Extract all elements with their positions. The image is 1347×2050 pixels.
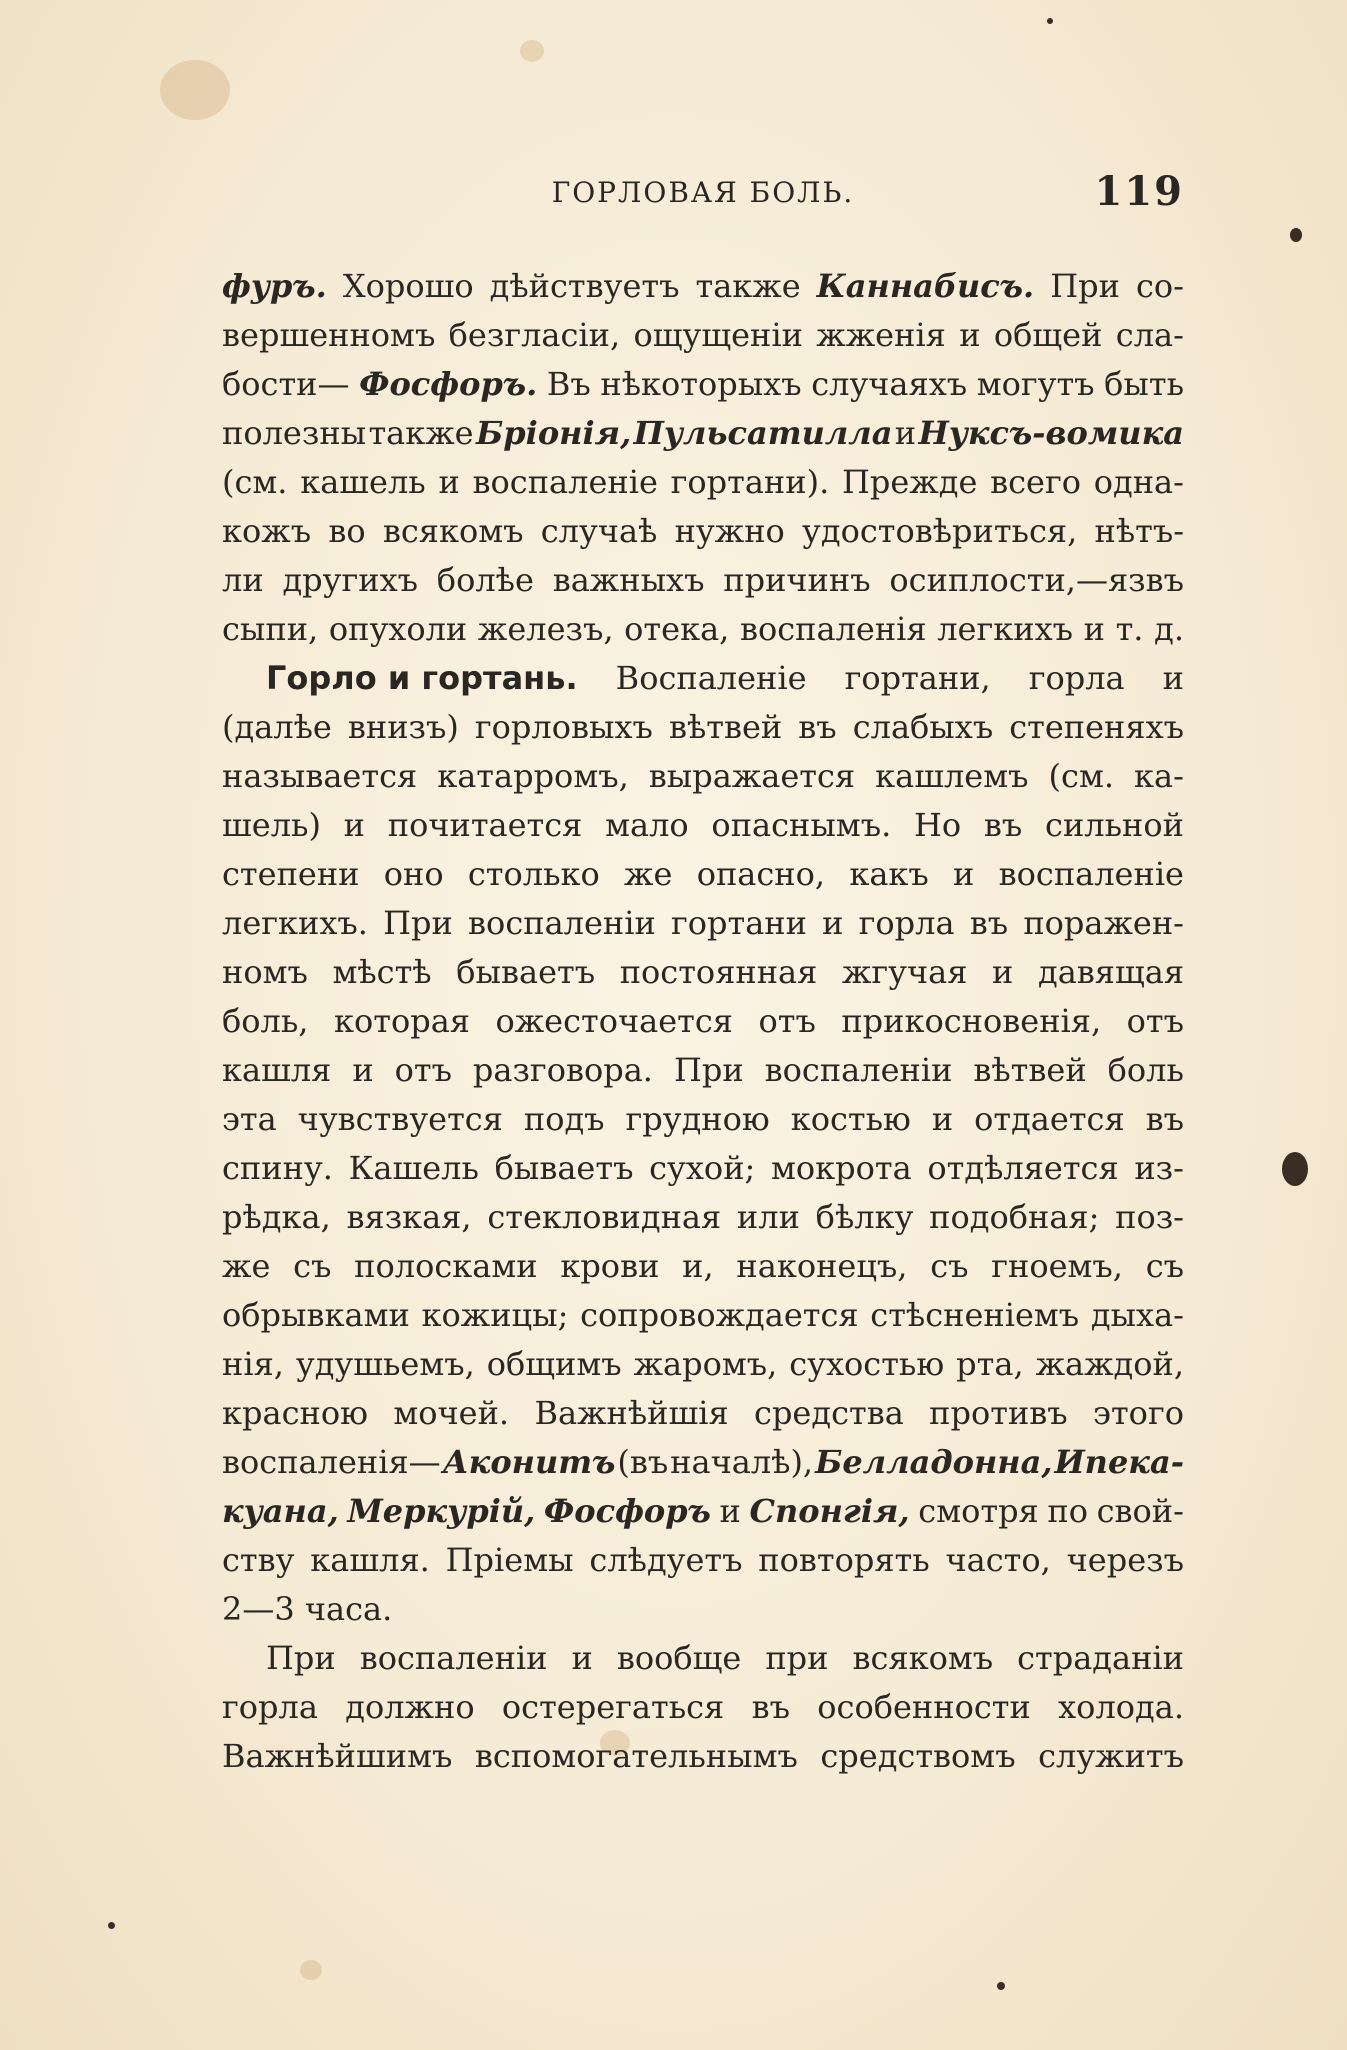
word: Пріемы bbox=[445, 1541, 574, 1579]
text-line bbox=[222, 801, 1184, 850]
word: ству bbox=[222, 1541, 295, 1579]
word: 2—3 часа. bbox=[222, 1590, 393, 1628]
word: сопровождается bbox=[580, 1296, 859, 1334]
text-line bbox=[222, 1242, 1184, 1291]
word: особенности bbox=[817, 1688, 1031, 1726]
word: же bbox=[624, 855, 673, 893]
word: крови bbox=[560, 1247, 660, 1285]
word: горла bbox=[222, 1688, 318, 1726]
text-line bbox=[222, 1046, 1184, 1095]
section-heading: Горло и гортань. bbox=[266, 659, 578, 697]
ink-speck bbox=[997, 1982, 1005, 1990]
word: и, bbox=[682, 1247, 714, 1285]
word: Белладонна, bbox=[815, 1443, 1053, 1481]
word: гортани, bbox=[844, 659, 991, 697]
word: отдается bbox=[974, 1100, 1125, 1138]
word: болѣе bbox=[436, 561, 534, 599]
word: столько bbox=[467, 855, 600, 893]
word: могутъ bbox=[976, 365, 1095, 403]
word: безгласіи, bbox=[448, 316, 621, 354]
word: куана, bbox=[222, 1492, 339, 1530]
text-line bbox=[222, 1193, 1184, 1242]
word: Кашель bbox=[348, 1149, 479, 1187]
word: и bbox=[352, 1051, 374, 1089]
word: воспаленія bbox=[739, 610, 927, 648]
word: всего bbox=[990, 463, 1082, 501]
word: въ bbox=[1145, 1100, 1184, 1138]
word: называется bbox=[222, 757, 418, 795]
word: и bbox=[438, 463, 460, 501]
word: спину. bbox=[222, 1149, 333, 1187]
word: общей bbox=[993, 316, 1103, 354]
text-line bbox=[222, 899, 1184, 948]
word: вершенномъ bbox=[222, 316, 436, 354]
word: рѣдка, bbox=[222, 1198, 331, 1236]
word: номъ bbox=[222, 953, 308, 991]
ink-blot bbox=[1282, 1152, 1308, 1186]
word: вспомогательнымъ bbox=[474, 1737, 798, 1775]
word: вязкая, bbox=[346, 1198, 472, 1236]
word: отъ bbox=[758, 1002, 816, 1040]
word: боль bbox=[1107, 1051, 1184, 1089]
text-line bbox=[222, 262, 1184, 311]
word: въ bbox=[798, 708, 837, 746]
word: Въ bbox=[546, 365, 591, 403]
word: мокрота bbox=[771, 1149, 912, 1187]
word: также bbox=[695, 267, 801, 305]
word: сыпи, bbox=[222, 610, 319, 648]
word: черезъ bbox=[1066, 1541, 1184, 1579]
text-line bbox=[222, 605, 1184, 654]
ink-speck bbox=[1290, 228, 1302, 242]
foxing-stain bbox=[160, 60, 230, 120]
word: удостовѣриться, bbox=[802, 512, 1078, 550]
word: и bbox=[894, 414, 917, 452]
text-line bbox=[222, 556, 1184, 605]
word: воспаленіе bbox=[472, 463, 658, 501]
word: боль, bbox=[222, 1002, 309, 1040]
word: жаждой, bbox=[1035, 1345, 1184, 1383]
word: часто, bbox=[945, 1541, 1051, 1579]
text-line bbox=[222, 1487, 1184, 1536]
word: кашля. bbox=[310, 1541, 430, 1579]
word: Хорошо bbox=[342, 267, 474, 305]
word: степени bbox=[222, 855, 360, 893]
page-number: 119 bbox=[1094, 168, 1184, 215]
word: внизъ) bbox=[347, 708, 459, 746]
word: оно bbox=[383, 855, 444, 893]
word: какъ bbox=[849, 855, 929, 893]
word: При bbox=[266, 1639, 336, 1677]
word: горла bbox=[858, 904, 955, 942]
word: же bbox=[222, 1247, 271, 1285]
word: Воспаленіе bbox=[615, 659, 807, 697]
word: гноемъ, bbox=[991, 1247, 1123, 1285]
word: кашлемъ bbox=[875, 757, 1029, 795]
word: и bbox=[1162, 659, 1184, 697]
word: постоянная bbox=[619, 953, 818, 991]
word: кожъ bbox=[222, 512, 312, 550]
text-line bbox=[222, 752, 1184, 801]
word: причинъ bbox=[723, 561, 871, 599]
word: Фосфоръ bbox=[543, 1492, 711, 1530]
text-line bbox=[222, 703, 1184, 752]
word: горла bbox=[1028, 659, 1125, 697]
word: удушьемъ, bbox=[295, 1345, 475, 1383]
word: дыха- bbox=[1090, 1296, 1184, 1334]
word: вѣтвей bbox=[973, 1051, 1087, 1089]
word: воспаленіи bbox=[359, 1639, 548, 1677]
word: отдѣляется bbox=[927, 1149, 1119, 1187]
word: случаѣ bbox=[540, 512, 658, 550]
word: отека, bbox=[624, 610, 730, 648]
page-header bbox=[222, 168, 1184, 218]
word: мочей. bbox=[393, 1394, 510, 1432]
text-line bbox=[222, 360, 1184, 409]
word: Прежде bbox=[841, 463, 978, 501]
word: легкихъ. bbox=[222, 904, 368, 942]
word: фуръ. bbox=[222, 267, 327, 305]
word: и bbox=[571, 1639, 593, 1677]
word: (см. bbox=[1048, 757, 1114, 795]
word: полезны bbox=[222, 414, 367, 452]
word: съ bbox=[1145, 1247, 1184, 1285]
word: противъ bbox=[929, 1394, 1068, 1432]
word: въ bbox=[983, 806, 1023, 844]
word: красною bbox=[222, 1394, 368, 1432]
word: нѣкоторыхъ bbox=[600, 365, 802, 403]
word: бѣлку bbox=[815, 1198, 914, 1236]
word: началѣ), bbox=[670, 1443, 814, 1481]
word: остерегаться bbox=[501, 1688, 725, 1726]
text-line bbox=[222, 1732, 1184, 1781]
word: должно bbox=[345, 1688, 475, 1726]
word: дѣйствуетъ bbox=[489, 267, 680, 305]
word: сла- bbox=[1115, 316, 1184, 354]
word: этого bbox=[1093, 1394, 1184, 1432]
ink-speck bbox=[108, 1922, 115, 1929]
text-line bbox=[222, 850, 1184, 899]
word: шель) bbox=[222, 806, 321, 844]
word: сильной bbox=[1045, 806, 1184, 844]
word: мало bbox=[605, 806, 689, 844]
word: кашель bbox=[300, 463, 426, 501]
word: ощущеніи bbox=[633, 316, 803, 354]
word: стѣсненіемъ bbox=[870, 1296, 1080, 1334]
word: Нуксъ-вомика bbox=[918, 414, 1184, 452]
word: полосками bbox=[354, 1247, 538, 1285]
text-line bbox=[222, 948, 1184, 997]
word: Аконитъ bbox=[442, 1443, 616, 1481]
running-head: ГОРЛОВАЯ БОЛЬ. bbox=[551, 176, 855, 209]
word: которая bbox=[333, 1002, 470, 1040]
word: Бріонія, bbox=[475, 414, 632, 452]
word: также bbox=[368, 414, 474, 452]
word: грудною bbox=[625, 1100, 770, 1138]
word: одна- bbox=[1093, 463, 1184, 501]
word: съ bbox=[930, 1247, 969, 1285]
word: гортани bbox=[670, 904, 807, 942]
text-line bbox=[222, 1095, 1184, 1144]
word: степеняхъ bbox=[1009, 708, 1184, 746]
word: Каннабисъ. bbox=[816, 267, 1035, 305]
word: т. bbox=[1115, 610, 1144, 648]
text-line bbox=[222, 654, 1184, 703]
word: страданіи bbox=[1017, 1639, 1184, 1677]
word: и bbox=[931, 1100, 954, 1138]
word: холода. bbox=[1058, 1688, 1184, 1726]
word: смотря bbox=[918, 1492, 1039, 1530]
word: наконецъ, bbox=[736, 1247, 908, 1285]
word: кашля bbox=[222, 1051, 332, 1089]
word: жаромъ, bbox=[633, 1345, 778, 1383]
word: осиплости,—язвъ bbox=[889, 561, 1184, 599]
word: эта bbox=[222, 1100, 277, 1138]
text-line bbox=[222, 1536, 1184, 1585]
word: (въ bbox=[617, 1443, 669, 1481]
word: ка- bbox=[1134, 757, 1184, 795]
word: и bbox=[343, 806, 365, 844]
word: чувствуется bbox=[297, 1100, 503, 1138]
word: или bbox=[736, 1198, 800, 1236]
word: почитается bbox=[387, 806, 583, 844]
word: бываетъ bbox=[494, 1149, 634, 1187]
word: Пульсатилла bbox=[633, 414, 893, 452]
text-line bbox=[222, 507, 1184, 556]
word: нія, bbox=[222, 1345, 284, 1383]
word: При bbox=[673, 1051, 744, 1089]
word: всякомъ bbox=[852, 1639, 994, 1677]
word: воспаленія— bbox=[222, 1443, 441, 1481]
text-line bbox=[222, 458, 1184, 507]
word: сухостью bbox=[789, 1345, 945, 1383]
word: опасно, bbox=[696, 855, 826, 893]
word: вообще bbox=[616, 1639, 742, 1677]
word: Важнѣйшимъ bbox=[222, 1737, 453, 1775]
word: ожесточается bbox=[495, 1002, 733, 1040]
word: горловыхъ bbox=[474, 708, 653, 746]
word: Спонгія, bbox=[749, 1492, 910, 1530]
foxing-stain bbox=[520, 40, 544, 62]
word: во bbox=[328, 512, 366, 550]
word: и bbox=[953, 855, 975, 893]
word: другихъ bbox=[282, 561, 418, 599]
word: стекловидная bbox=[487, 1198, 722, 1236]
word: воспаленіи bbox=[764, 1051, 953, 1089]
word: (см. bbox=[222, 463, 288, 501]
word: и bbox=[959, 316, 981, 354]
word: (далѣе bbox=[222, 708, 332, 746]
word: давящая bbox=[1038, 953, 1184, 991]
word: нѣтъ- bbox=[1094, 512, 1184, 550]
word: средства bbox=[754, 1394, 904, 1432]
word: Важнѣйшія bbox=[534, 1394, 729, 1432]
word: мѣстѣ bbox=[332, 953, 432, 991]
body-text bbox=[222, 262, 1184, 1781]
word: жгучая bbox=[841, 953, 968, 991]
word: и bbox=[719, 1492, 741, 1530]
word: отъ bbox=[394, 1051, 452, 1089]
word: При bbox=[383, 904, 453, 942]
text-line bbox=[222, 997, 1184, 1046]
word: вѣтвей bbox=[668, 708, 783, 746]
word: из- bbox=[1134, 1149, 1184, 1187]
word: съ bbox=[293, 1247, 332, 1285]
word: и bbox=[992, 953, 1014, 991]
word: прикосновенія, bbox=[841, 1002, 1102, 1040]
text-line bbox=[222, 1291, 1184, 1340]
word: бости— bbox=[222, 365, 350, 403]
text-line bbox=[222, 1634, 1184, 1683]
ink-speck bbox=[1047, 18, 1053, 24]
word: въ bbox=[751, 1688, 790, 1726]
word: Ипека- bbox=[1054, 1443, 1184, 1481]
word: сухой; bbox=[649, 1149, 756, 1187]
word: опухоли bbox=[328, 610, 468, 648]
word: катарромъ, bbox=[437, 757, 629, 795]
word: Меркурій, bbox=[347, 1492, 536, 1530]
word: жженія bbox=[816, 316, 946, 354]
text-line bbox=[222, 1340, 1184, 1389]
word: поз- bbox=[1115, 1198, 1184, 1236]
text-line bbox=[222, 311, 1184, 360]
word: и bbox=[822, 904, 844, 942]
word: бываетъ bbox=[456, 953, 596, 991]
word: и bbox=[1083, 610, 1105, 648]
word: быть bbox=[1104, 365, 1184, 403]
word: легкихъ bbox=[937, 610, 1073, 648]
word: слѣдуетъ bbox=[589, 1541, 743, 1579]
text-line bbox=[222, 1585, 1184, 1634]
word: случаяхъ bbox=[811, 365, 968, 403]
text-line bbox=[222, 409, 1184, 458]
text-line bbox=[222, 1438, 1184, 1487]
word: служитъ bbox=[1038, 1737, 1184, 1775]
word: со- bbox=[1135, 267, 1184, 305]
word: въ bbox=[969, 904, 1009, 942]
word: Но bbox=[913, 806, 962, 844]
word: гортани). bbox=[670, 463, 830, 501]
word: выражается bbox=[648, 757, 856, 795]
word: нужно bbox=[674, 512, 785, 550]
word: кожицы; bbox=[421, 1296, 569, 1334]
word: При bbox=[1050, 267, 1120, 305]
word: д. bbox=[1154, 610, 1184, 648]
word: средствомъ bbox=[820, 1737, 1016, 1775]
word: важныхъ bbox=[552, 561, 705, 599]
word: слабыхъ bbox=[852, 708, 994, 746]
word: общимъ bbox=[486, 1345, 622, 1383]
word: рта, bbox=[956, 1345, 1024, 1383]
word: подобная; bbox=[929, 1198, 1100, 1236]
word: подъ bbox=[523, 1100, 605, 1138]
word: поражен- bbox=[1023, 904, 1184, 942]
text-line bbox=[222, 1389, 1184, 1438]
word: свой- bbox=[1096, 1492, 1184, 1530]
word: всякомъ bbox=[382, 512, 524, 550]
foxing-stain bbox=[300, 1960, 322, 1980]
word: отъ bbox=[1126, 1002, 1184, 1040]
word: при bbox=[765, 1639, 829, 1677]
word: по bbox=[1047, 1492, 1088, 1530]
word: ли bbox=[222, 561, 264, 599]
text-line bbox=[222, 1144, 1184, 1193]
word: разговора. bbox=[472, 1051, 653, 1089]
word: воспаленіи bbox=[468, 904, 656, 942]
word: железъ, bbox=[477, 610, 614, 648]
word: костью bbox=[790, 1100, 911, 1138]
text-line bbox=[222, 1683, 1184, 1732]
word: Фосфоръ. bbox=[359, 365, 538, 403]
word: воспаленіе bbox=[998, 855, 1184, 893]
word: повторять bbox=[758, 1541, 930, 1579]
word: обрывками bbox=[222, 1296, 410, 1334]
word: опаснымъ. bbox=[711, 806, 892, 844]
